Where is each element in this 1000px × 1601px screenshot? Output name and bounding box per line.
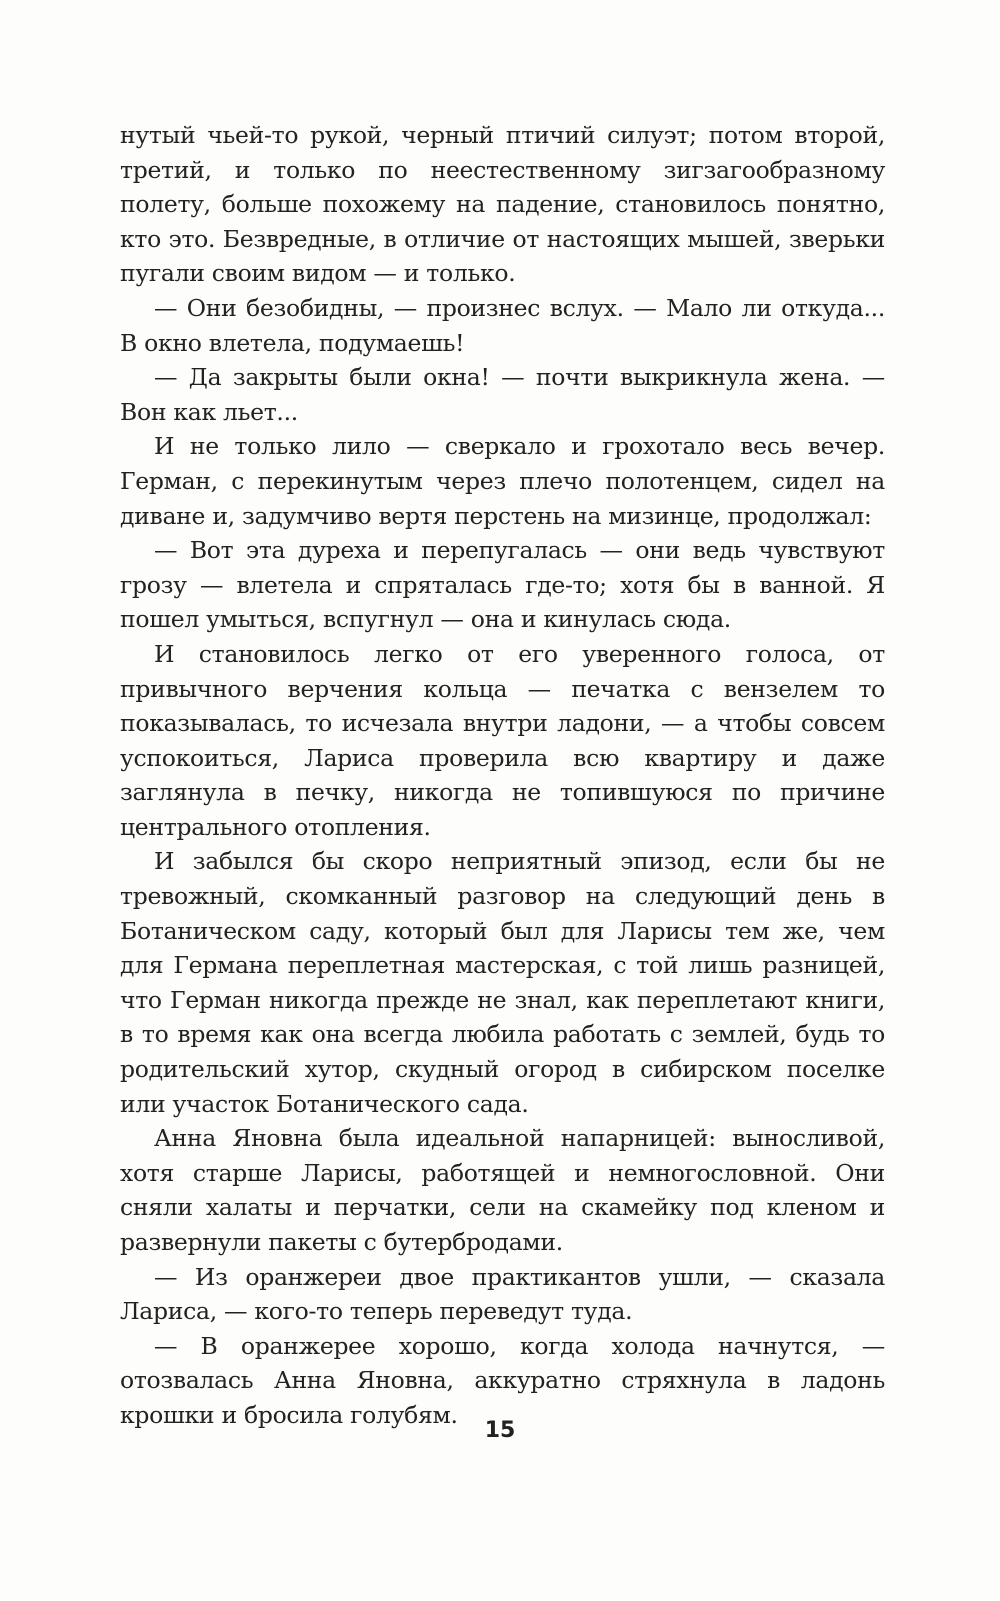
paragraph-continuation: нутый чьей-то рукой, черный птичий силуэт; потом второй, третий, и только по неестественному зигзагообразному полету, больше похожему на падение, становилось понятно, кто это. Безвредные, в отличие от настоящих мышей, зверьки пугали своим видом — и только.: [120, 121, 885, 288]
paragraph: И не только лило — сверкало и грохотало весь вечер. Герман, с перекинутым через плечо полотенцем, сидел на диване и, задумчиво вертя перстень на мизинце, продолжал:: [120, 432, 885, 530]
paragraph-dialogue: — В оранжерее хорошо, когда холода начнутся, — отозвалась Анна Яновна, аккуратно стряхнула в ладонь крошки и бросила голубям.: [120, 1331, 885, 1429]
paragraph-dialogue: — Вот эта дуреха и перепугалась — они ведь чувствуют грозу — влетела и спряталась где-то; хотя бы в ванной. Я пошел умыться, вспугнул — она и кинулась сюда.: [120, 536, 885, 634]
paragraph: Анна Яновна была идеальной напарницей: выносливой, хотя старше Ларисы, работящей и немногословной. Они сняли халаты и перчатки, сели на скамейку под кленом и развернули пакеты с бутербродами.: [120, 1124, 885, 1256]
paragraph-dialogue: — Да закрыты были окна! — почти выкрикнула жена. — Вон как льет...: [120, 363, 885, 426]
page-number: 15: [484, 1418, 516, 1443]
paragraph-dialogue: — Они безобидны, — произнес вслух. — Мало ли откуда... В окно влетела, подумаешь!: [120, 293, 885, 357]
paragraph-dialogue: — Из оранжереи двое практикантов ушли, — сказала Лариса, — кого-то теперь переведут туда.: [120, 1262, 885, 1326]
paragraph: И становилось легко от его уверенного голоса, от привычного верчения кольца — печатка с вензелем то показывалась, то исчезала внутри ладони, — а чтобы совсем успокоиться, Лариса проверила всю квартиру и даже заглянула в печку, никогда не топившуюся по причине центрального отопления.: [120, 639, 885, 841]
body-text: [120, 118, 885, 1433]
paragraph: И забылся бы скоро неприятный эпизод, если бы не тревожный, скомканный разговор на следующий день в Ботаническом саду, который был для Ларисы тем же, чем для Германа переплетная мастерская, с той лишь разницей, что Герман никогда прежде не знал, как переплетают книги, в то время как она всегда любила работать с землей, будь то родительский хутор, скудный огород в сибирском поселке или участок Ботанического сада.: [120, 847, 885, 1118]
